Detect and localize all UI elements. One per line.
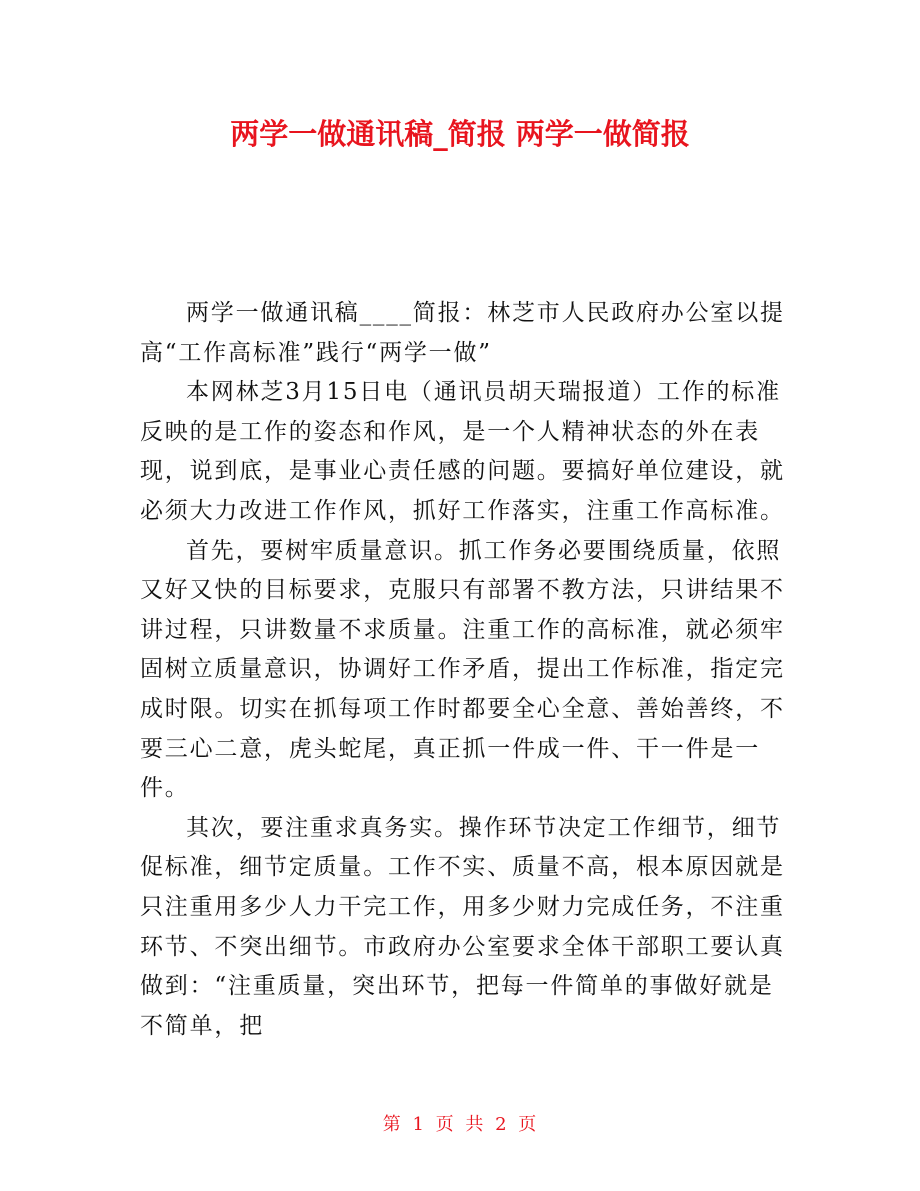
paragraph-1: 两学一做通讯稿____简报：林芝市人民政府办公室以提高“工作高标准”践行“两学一做” — [140, 300, 785, 366]
page-footer — [0, 1110, 920, 1136]
document-body — [140, 294, 786, 1046]
paragraph-4: 其次，要注重求真务实。操作环节决定工作细节，细节促标准，细节定质量。工作不实、质量不高，根本原因就是只注重用多少人力干完工作，用多少财力完成任务，不注重环节、不突出细节。市政府办公室要求全体干部职工要认真做到：“注重质量，突出环节，把每一件简单的事做好就是不简单，把 — [140, 814, 785, 1039]
footer-total-word: 共 — [465, 1114, 485, 1135]
footer-total-pages: 2 — [495, 1114, 508, 1135]
paragraph-3: 首先，要树牢质量意识。抓工作务必要围绕质量，依照又好又快的目标要求，克服只有部署不教方法，只讲结果不讲过程，只讲数量不求质量。注重工作的高标准，就必须牢固树立质量意识，协调好工作矛盾，提出工作标准，指定完成时限。切实在抓每项工作时都要全心全意、善始善终，不要三心二意，虎头蛇尾，真正抓一件成一件、干一件是一件。 — [140, 537, 785, 802]
document-title: 两学一做通讯稿_简报 两学一做简报 — [230, 117, 690, 151]
footer-page-number: 1 — [412, 1114, 425, 1135]
footer-prefix: 第 — [382, 1114, 402, 1135]
paragraph-2: 本网林芝3月15日电（通讯员胡天瑞报道）工作的标准反映的是工作的姿态和作风，是一个人精神状态的外在表现，说到底，是事业心责任感的问题。要搞好单位建设，就必须大力改进工作作风，抓好工作落实，注重工作高标准。 — [140, 379, 785, 524]
footer-page-word: 页 — [435, 1114, 455, 1135]
footer-suffix: 页 — [518, 1114, 538, 1135]
